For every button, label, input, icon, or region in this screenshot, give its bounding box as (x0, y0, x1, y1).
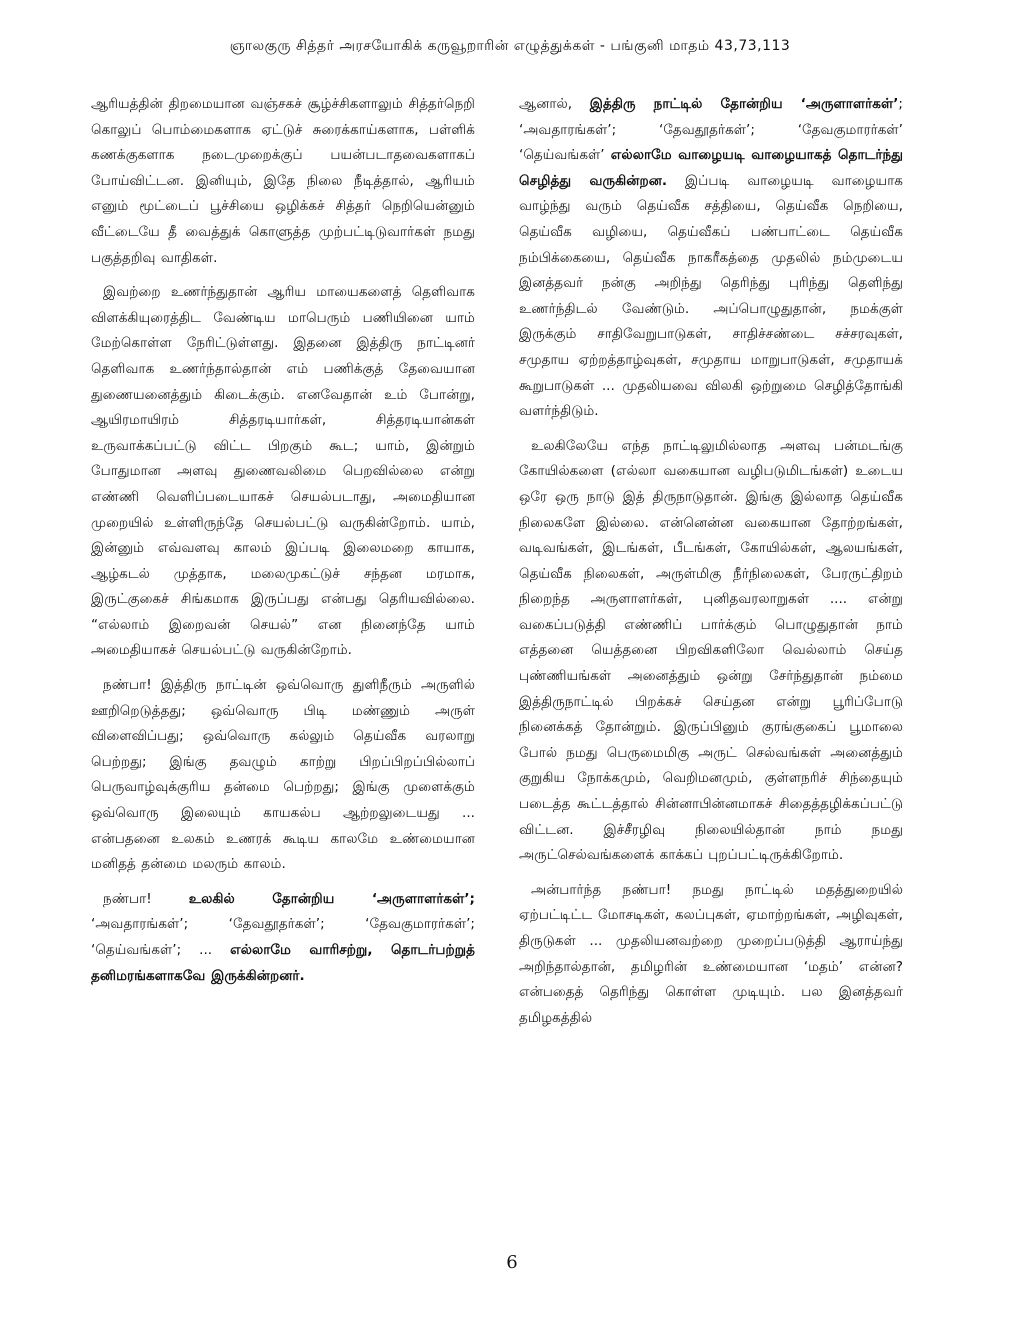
running-header: ஞாலகுரு சித்தர் அரசயோகிக் கருவூறாரின் எழுத்துக்கள் - பங்குனி மாதம் 43,73,113 (229, 38, 791, 54)
bold-text-run: உலகில் தோன்றிய ‘அருளாளர்கள்’; (188, 890, 475, 907)
text-run: ஆனால், (519, 96, 573, 112)
paragraph: அன்பார்ந்த நண்பா! நமது நாட்டில் மதத்துறையில் ஏற்பட்டிட்ட மோசடிகள், கலப்புகள், ஏமாற்றங்கள், அழிவுகள், திருடுகள் ... முதலியனவற்றை முறைப்படுத்தி ஆராய்ந்து அறிந்தால்தான், தமிழரின் உண்மையான ‘மதம்’ என்ன? என்பதைத் தெரிந்து கொள்ள முடியும். பல இனத்தவர் தமிழகத்தில் (519, 881, 903, 1026)
bold-text-run: எல்லாமே வாழையடி வாழையாகத் தொடர்ந்து செழித்து வருகின்றன. (519, 147, 903, 189)
text-run: இப்படி வாழையடி வாழையாக வாழ்ந்து வரும் தெய்வீக சத்தியை, தெய்வீக நெறியை, தெய்வீக வழியை, தெய்வீகப் பண்பாட்டை தெய்வீக நம்பிக்கையை, தெய்வீக நாகரீகத்தை முதலில் நம்முடைய இனத்தவர் நன்கு அறிந்து தெரிந்து புரிந்து தெளிந்து உணர்ந்திடல் வேண்டும். அப்பொழுதுதான், நமக்குள் இருக்கும் சாதிவேறுபாடுகள், சாதிச்சண்டை சச்சரவுகள், சமுதாய ஏற்றத்தாழ்வுகள், சமுதாய மாறுபாடுகள், சமுதாயக் கூறுபாடுகள் ... முதலியவை விலகி ஒற்றுமை செழித்தோங்கி வளர்ந்திடும். (519, 172, 903, 420)
paragraph: இவற்றை உணர்ந்துதான் ஆரிய மாயைகளைத் தெளிவாக விளக்கியுரைத்திட வேண்டிய மாபெரும் பணியினை யாம் மேற்கொள்ள நேரிட்டுள்ளது. இதனை இத்திரு நாட்டினர் தெளிவாக உணர்ந்தால்தான் எம் பணிக்குத் தேவையான துணையனைத்தும் கிடைக்கும். எனவேதான் உம் போன்று, ஆயிரமாயிரம் சித்தரடியார்கள், சித்தரடியான்கள் உருவாக்கப்பட்டு விட்ட பிறகும் கூட; யாம், இன்றும் போதுமான அளவு துணைவலிமை பெறவில்லை என்று எண்ணி வெளிப்படையாகச் செயல்படாது, அமைதியான முறையில் உள்ளிருந்தே செயல்பட்டு வருகின்றோம். யாம், இன்னும் எவ்வளவு காலம் இப்படி இலைமறை காயாக, ஆழ்கடல் முத்தாக, மலைமுகட்டுச் சந்தன மரமாக, இருட்குகைச் சிங்கமாக இருப்பது என்பது தெரியவில்லை. “எல்லாம் இறைவன் செயல்” என நினைந்தே யாம் அமைதியாகச் செயல்பட்டு வருகின்றோம். (91, 284, 475, 659)
text-run: நண்பா! (103, 890, 152, 907)
bold-text-run: எல்லாமே வாரிசற்று, தொடர்பற்றுத் தனிமரங்களாகவே இருக்கின்றனர். (91, 942, 475, 984)
text-run: ‘அவதாரங்கள்’; ‘தேவதூதர்கள்’; ‘தேவகுமாரர்கள்’; ‘தெய்வங்கள்’; ... (91, 916, 475, 958)
text-run: ; ‘அவதாரங்கள்’; ‘தேவதூதர்கள்’; ‘தேவகுமாரர்கள்’ ‘தெய்வங்கள்’ (519, 96, 903, 164)
page-number: 6 (506, 1252, 518, 1273)
paragraph (91, 887, 475, 989)
paragraph: உலகிலேயே எந்த நாட்டிலுமில்லாத அளவு பன்மடங்கு கோயில்களை (எல்லா வகையான வழிபடுமிடங்கள்) உடைய ஒரே ஒரு நாடு இத் திருநாடுதான். இங்கு இல்லாத தெய்வீக நிலைகளே இல்லை. என்னென்ன வகையான தோற்றங்கள், வடிவங்கள், இடங்கள், பீடங்கள், கோயில்கள், ஆலயங்கள், தெய்வீக நிலைகள், அருள்மிகு நீர்நிலைகள், பேரருட்திறம் நிறைந்த அருளாளர்கள், புனிதவரலாறுகள் .... என்று வகைப்படுத்தி எண்ணிப் பார்க்கும் பொழுதுதான் நாம் எத்தனை யெத்தனை பிறவிகளிலோ வெல்லாம் செய்த புண்ணியங்கள் அனைத்தும் ஒன்று சேர்ந்துதான் நம்மை இத்திருநாட்டில் பிறக்கச் செய்தன என்று பூரிப்போடு நினைக்கத் தோன்றும். இருப்பினும் குரங்குகைப் பூமாலை போல் நமது பெருமைமிகு அருட் செல்வங்கள் அனைத்தும் குறுகிய நோக்கமும், வெறிமனமும், குள்ளநரிச் சிந்தையும் படைத்த கூட்டத்தால் சின்னாபின்னமாகச் சிதைத்தழிக்கப்பட்டு விட்டன. இச்சீரழிவு நிலையில்தான் நாம் நமது அருட்செல்வங்களைக் காக்கப் புறப்பட்டிருக்கிறோம். (519, 437, 903, 864)
bold-text-run: இத்திரு நாட்டில் தோன்றிய ‘அருளாளர்கள்’ (589, 96, 899, 112)
paragraph (519, 92, 903, 425)
left-column (91, 92, 475, 998)
right-column (519, 92, 903, 1040)
paragraph: ஆரியத்தின் திறமையான வஞ்சகச் சூழ்ச்சிகளாலும் சித்தர்நெறி கொலுப் பொம்மைகளாக ஏட்டுச் சுரைக்காய்களாக, பள்ளிக் கணக்குகளாக நடைமுறைக்குப் பயன்படாதவைகளாகப் போய்விட்டன. இனியும், இதே நிலை நீடித்தால், ஆரியம் எனும் மூட்டைப் பூச்சியை ஒழிக்கச் சித்தர் நெறியென்னும் வீட்டையே தீ வைத்துக் கொளுத்த முற்பட்டிடுவார்கள் நமது பகுத்தறிவு வாதிகள். (91, 96, 475, 266)
paragraph: நண்பா! இத்திரு நாட்டின் ஒவ்வொரு துளிநீரும் அருளில் ஊறிறெடுத்தது; ஒவ்வொரு பிடி மண்ணும் அருள் விளைவிப்பது; ஒவ்வொரு கல்லும் தெய்வீக வரலாறு பெற்றது; இங்கு தவழும் காற்று பிறப்பிறப்பில்லாப் பெருவாழ்வுக்குரிய தன்மை பெற்றது; இங்கு முளைக்கும் ஒவ்வொரு இலையும் காயகல்ப ஆற்றலுடையது ... என்பதனை உலகம் உணரக் கூடிய காலமே உண்மையான மனிதத் தன்மை மலரும் காலம். (91, 677, 475, 873)
